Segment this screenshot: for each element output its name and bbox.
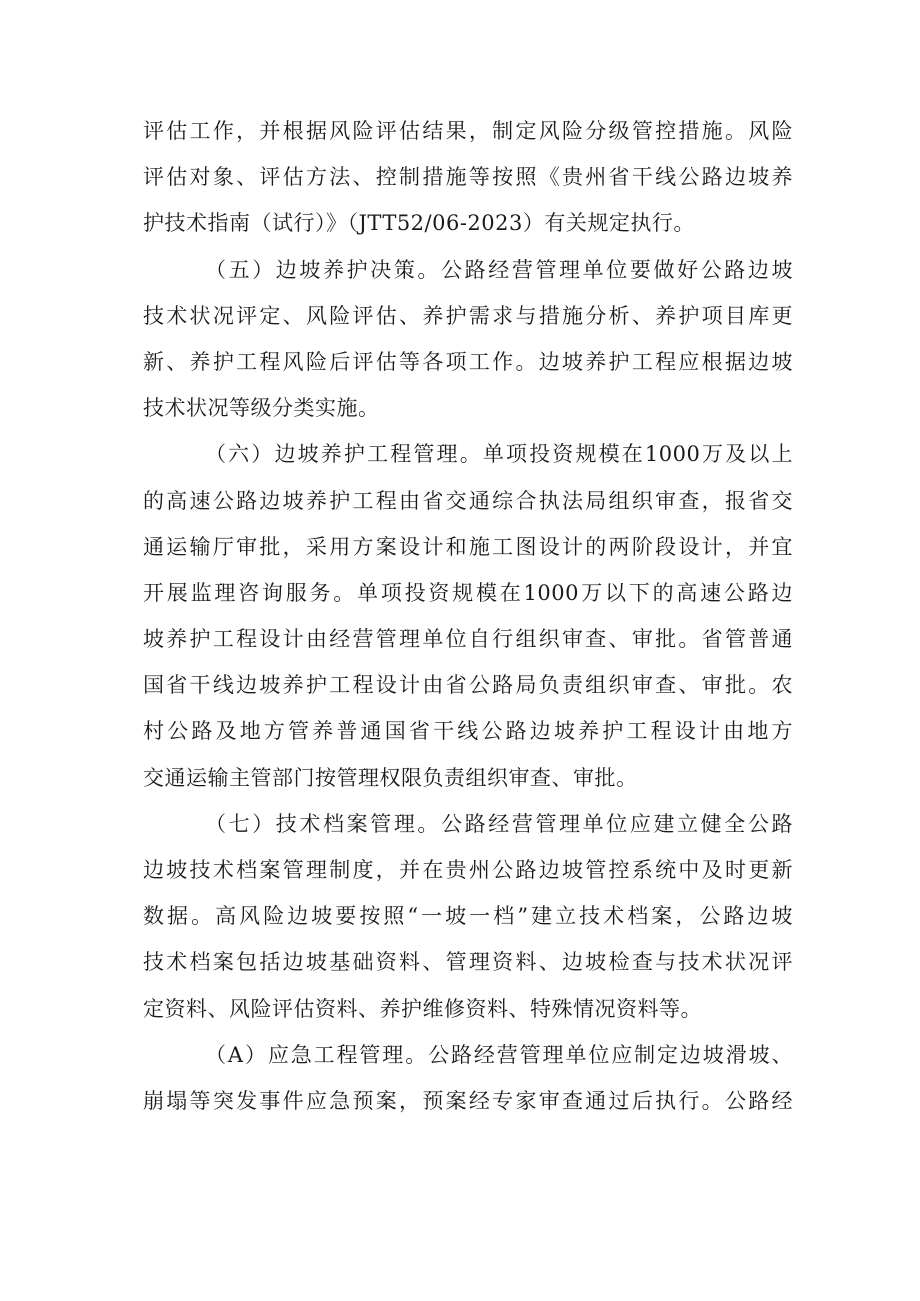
paragraph-slope-engineering-management xyxy=(143,431,793,801)
text-line: （A）应急工程管理。公路经营管理单位应制定边坡滑坡、 xyxy=(205,1042,793,1067)
text-line: 新、养护工程风险后评估等各项工作。边坡养护工程应根据边坡 xyxy=(143,349,793,374)
text-line: 的高速公路边坡养护工程由省交通综合执法局组织审查，报省交 xyxy=(143,488,793,513)
text-line: （七）技术档案管理。公路经营管理单位应建立健全公路 xyxy=(205,811,793,836)
paragraph-technical-archives xyxy=(143,801,793,1032)
text-line: 崩塌等突发事件应急预案，预案经专家审查通过后执行。公路经 xyxy=(143,1088,793,1113)
text-line: 评估工作，并根据风险评估结果，制定风险分级管控措施。风险 xyxy=(143,119,793,143)
paragraph-emergency-engineering xyxy=(143,1032,793,1124)
text-line: 交通运输主管部门按管理权限负责组织审查、审批。 xyxy=(143,765,638,790)
text-line: 通运输厅审批，采用方案设计和施工图设计的两阶段设计，并宜 xyxy=(143,534,793,559)
text-line: 村公路及地方管养普通国省干线公路边坡养护工程设计由地方 xyxy=(143,719,793,744)
text-line: 护技术指南（试行）》（JTT52/06-2023）有关规定执行。 xyxy=(143,211,695,236)
text-line: 技术档案包括边坡基础资料、管理资料、边坡检查与技术状况评 xyxy=(143,950,793,975)
text-line: 国省干线边坡养护工程设计由省公路局负责组织审查、审批。农 xyxy=(143,673,793,698)
paragraph-risk-assessment xyxy=(143,108,793,247)
text-line: 技术状况等级分类实施。 xyxy=(143,396,380,421)
paragraph-slope-maintenance-decision xyxy=(143,247,793,432)
text-line: 定资料、风险评估资料、养护维修资料、特殊情况资料等。 xyxy=(143,996,702,1021)
text-line: 边坡技术档案管理制度，并在贵州公路边坡管控系统中及时更新 xyxy=(143,858,793,882)
text-line: 开展监理咨询服务。单项投资规模在1000万以下的高速公路边 xyxy=(143,580,793,605)
text-line: （五）边坡养护决策。公路经营管理单位要做好公路边坡 xyxy=(205,257,793,282)
document-body xyxy=(143,108,793,1124)
text-line: （六）边坡养护工程管理。单项投资规模在1000万及以上 xyxy=(205,442,793,467)
text-line: 评估对象、评估方法、控制措施等按照《贵州省干线公路边坡养 xyxy=(143,165,793,190)
text-line: 坡养护工程设计由经营管理单位自行组织审查、审批。省管普通 xyxy=(143,627,793,652)
text-line: 数据。高风险边坡要按照“一坡一档”建立技术档案，公路边坡 xyxy=(143,904,793,929)
text-line: 技术状况评定、风险评估、养护需求与措施分析、养护项目库更 xyxy=(143,303,793,328)
